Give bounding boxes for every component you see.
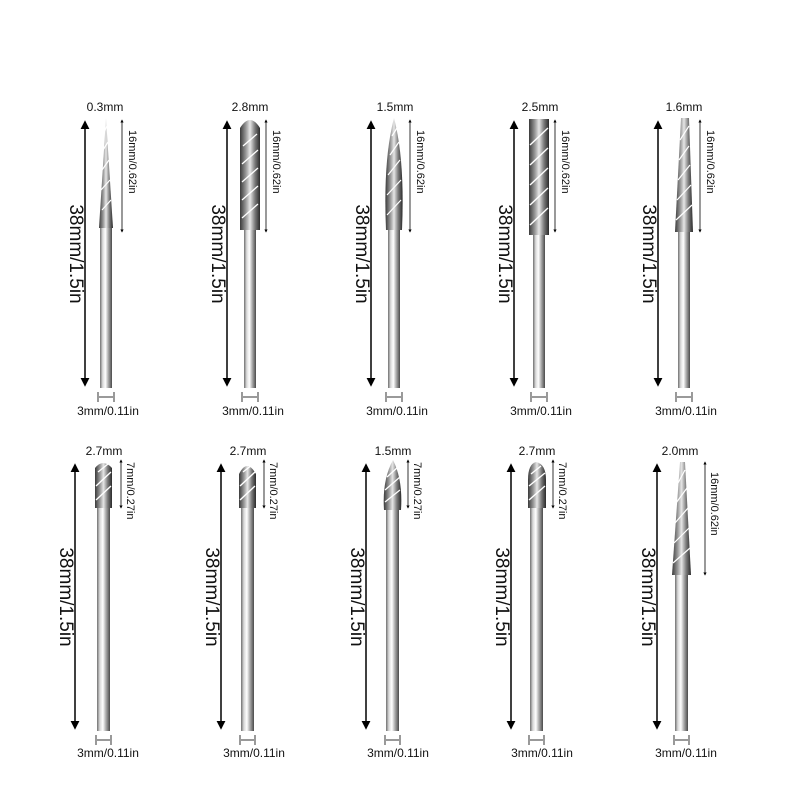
head-diameter-label: 2.8mm bbox=[231, 100, 269, 114]
cut-length-label: 16mm/0.62in bbox=[270, 130, 282, 194]
head-diameter-label: 1.5mm bbox=[374, 444, 412, 458]
shank-diameter-label: 3mm/0.11in bbox=[366, 404, 428, 418]
head-diameter-label: 2.5mm bbox=[521, 100, 559, 114]
burr-1 bbox=[65, 100, 139, 418]
burr-3 bbox=[351, 100, 428, 418]
cut-length-label: 16mm/0.62in bbox=[704, 130, 716, 194]
total-length-label: 38mm/1.5in bbox=[494, 204, 515, 304]
head-diameter-label: 0.3mm bbox=[86, 100, 124, 114]
cut-length-label: 7mm/0.27in bbox=[411, 462, 423, 520]
total-length-label: 38mm/1.5in bbox=[55, 547, 76, 647]
cut-length-label: 16mm/0.62in bbox=[126, 130, 138, 194]
shank bbox=[675, 570, 688, 731]
shank bbox=[530, 505, 543, 731]
total-length-label: 38mm/1.5in bbox=[637, 547, 658, 647]
shank bbox=[678, 228, 690, 388]
cutting-head bbox=[672, 462, 691, 575]
shank bbox=[388, 228, 400, 388]
shank bbox=[97, 505, 110, 731]
burr-9 bbox=[491, 444, 573, 760]
head-diameter-label: 2.7mm bbox=[518, 444, 556, 458]
burr-6 bbox=[55, 444, 139, 760]
head-diameter-label: 2.7mm bbox=[85, 444, 123, 458]
cutting-head bbox=[675, 118, 693, 232]
total-length-label: 38mm/1.5in bbox=[201, 547, 222, 647]
burr-7 bbox=[201, 444, 285, 760]
burr-4 bbox=[494, 100, 572, 418]
total-length-label: 38mm/1.5in bbox=[346, 547, 367, 647]
total-length-label: 38mm/1.5in bbox=[491, 547, 512, 647]
total-length-label: 38mm/1.5in bbox=[351, 204, 372, 304]
shank-diameter-label: 3mm/0.11in bbox=[511, 746, 573, 760]
head-diameter-label: 1.5mm bbox=[376, 100, 414, 114]
shank-diameter-label: 3mm/0.11in bbox=[655, 404, 717, 418]
shank bbox=[244, 228, 256, 388]
burr-8 bbox=[346, 444, 429, 760]
shank bbox=[100, 228, 112, 388]
total-length-label: 38mm/1.5in bbox=[638, 204, 659, 304]
total-length-label: 38mm/1.5in bbox=[207, 204, 228, 304]
burr-5 bbox=[638, 100, 717, 418]
burr-10 bbox=[637, 444, 720, 760]
cut-length-label: 16mm/0.62in bbox=[559, 130, 571, 194]
head-diameter-label: 1.6mm bbox=[665, 100, 703, 114]
cut-length-label: 7mm/0.27in bbox=[267, 462, 279, 520]
shank-diameter-label: 3mm/0.11in bbox=[510, 404, 572, 418]
shank bbox=[241, 505, 254, 731]
shank-diameter-label: 3mm/0.11in bbox=[367, 746, 429, 760]
burr-2 bbox=[207, 100, 284, 418]
cut-length-label: 16mm/0.62in bbox=[708, 472, 720, 536]
shank bbox=[386, 505, 399, 731]
total-length-label: 38mm/1.5in bbox=[65, 204, 86, 304]
cutting-head bbox=[99, 118, 113, 228]
shank-diameter-label: 3mm/0.11in bbox=[655, 746, 717, 760]
shank-diameter-label: 3mm/0.11in bbox=[223, 746, 285, 760]
shank-diameter-label: 3mm/0.11in bbox=[222, 404, 284, 418]
shank-diameter-label: 3mm/0.11in bbox=[77, 404, 139, 418]
cut-length-label: 7mm/0.27in bbox=[124, 462, 136, 520]
cut-length-label: 16mm/0.62in bbox=[414, 130, 426, 194]
head-diameter-label: 2.7mm bbox=[229, 444, 267, 458]
shank-diameter-label: 3mm/0.11in bbox=[77, 746, 139, 760]
shank bbox=[533, 228, 545, 388]
cut-length-label: 7mm/0.27in bbox=[556, 462, 568, 520]
head-diameter-label: 2.0mm bbox=[661, 444, 699, 458]
cutting-head bbox=[384, 460, 402, 510]
